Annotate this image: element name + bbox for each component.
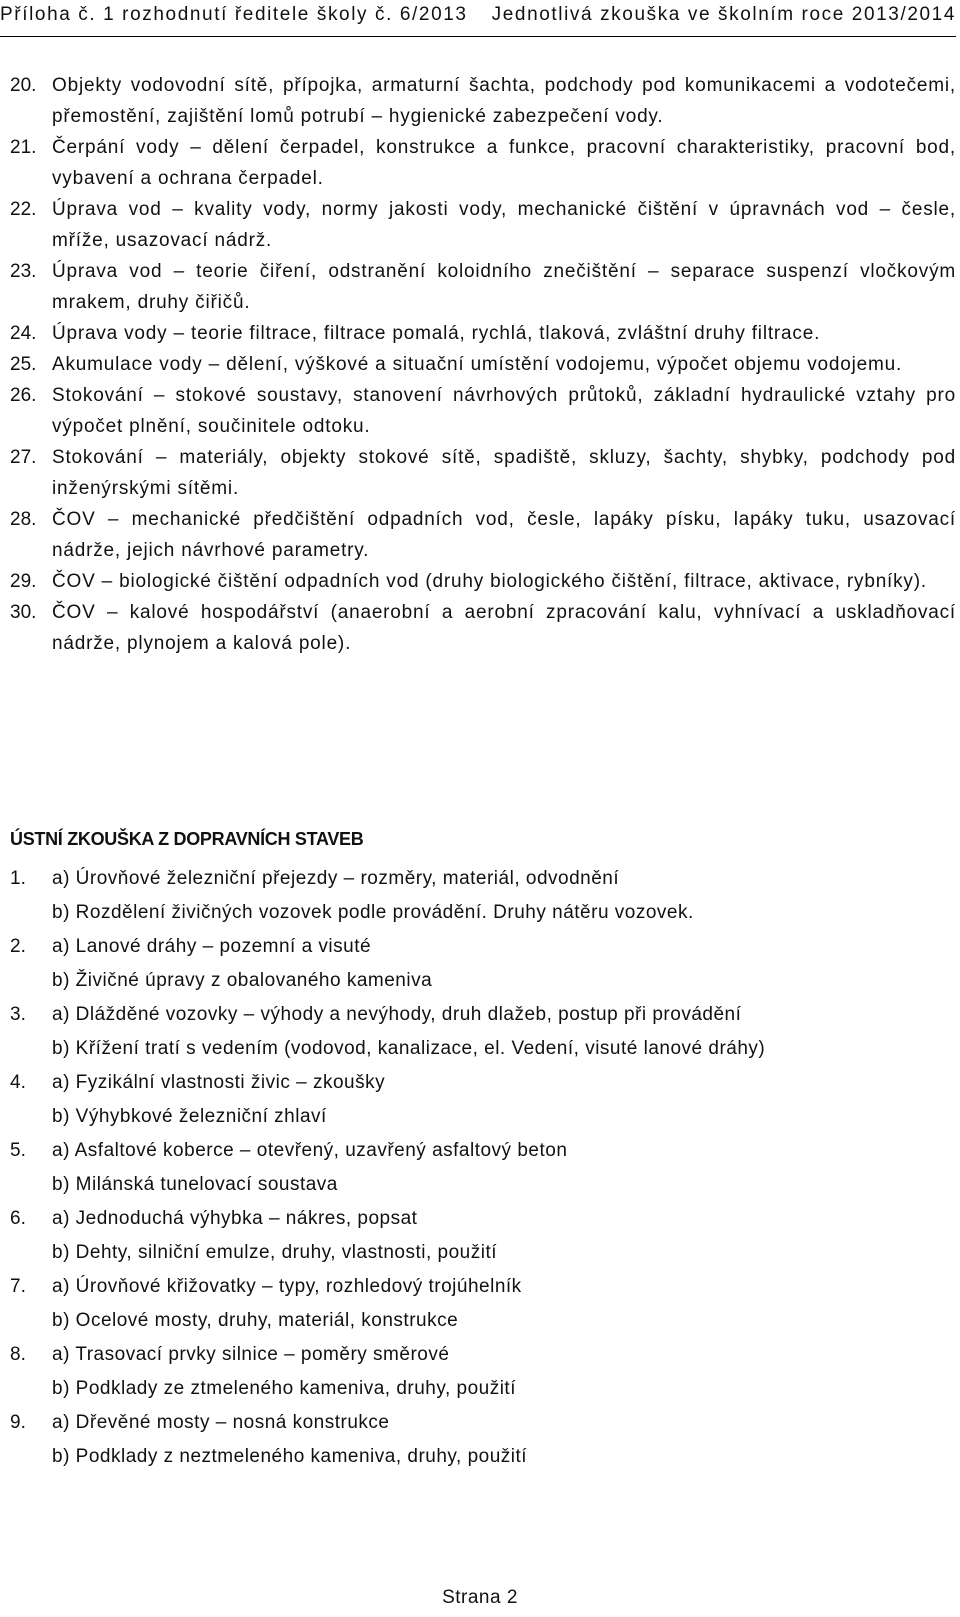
topic-number: 25.	[10, 354, 37, 375]
question-b: b) Živičné úpravy z obalovaného kameniva	[52, 970, 433, 991]
topic-item	[10, 70, 956, 132]
exam-item	[10, 1338, 956, 1406]
exam-item-questions	[52, 862, 956, 930]
exam-item	[10, 1134, 956, 1202]
topic-item	[10, 256, 956, 318]
exam-item-questions	[52, 930, 956, 998]
exam-item-number: 3.	[10, 1004, 26, 1025]
exam-item-questions	[52, 998, 956, 1066]
exam-item-questions	[52, 1338, 956, 1406]
topic-item	[10, 380, 956, 442]
exam-item	[10, 1202, 956, 1270]
oral-exam-list	[10, 862, 956, 1474]
topic-text: Stokování – stokové soustavy, stanovení návrhových průtoků, základní hydraulické vztahy pro výpočet plnění, součinitele odtoku.	[52, 385, 956, 437]
question-b: b) Rozdělení živičných vozovek podle provádění. Druhy nátěru vozovek.	[52, 902, 694, 923]
exam-item-number: 2.	[10, 936, 26, 957]
question-a: a) Trasovací prvky silnice – poměry směrové	[52, 1344, 450, 1365]
topic-number: 27.	[10, 447, 37, 468]
exam-item-number: 8.	[10, 1344, 26, 1365]
exam-item-number: 6.	[10, 1208, 26, 1229]
exam-item-questions	[52, 1202, 956, 1270]
exam-item-number: 5.	[10, 1140, 26, 1161]
topic-item	[10, 318, 956, 349]
topic-number: 24.	[10, 323, 37, 344]
question-b: b) Podklady ze ztmeleného kameniva, druhy, použití	[52, 1378, 516, 1399]
exam-item	[10, 998, 956, 1066]
topic-text: Úprava vod – teorie čiření, odstranění koloidního znečištění – separace suspenzí vločkovým mrakem, druhy čiřičů.	[52, 261, 956, 313]
question-a: a) Dlážděné vozovky – výhody a nevýhody, druh dlažeb, postup při provádění	[52, 1004, 742, 1025]
question-b: b) Milánská tunelovací soustava	[52, 1174, 338, 1195]
topic-text: Objekty vodovodní sítě, přípojka, armaturní šachta, podchody pod komunikacemi a vodotečemi, přemostění, zajištění lomů potrubí – hygienické zabezpečení vody.	[52, 75, 956, 127]
topic-number: 21.	[10, 137, 37, 158]
topic-text: Úprava vod – kvality vody, normy jakosti vody, mechanické čištění v úpravnách vod – česle, mříže, usazovací nádrž.	[52, 199, 956, 251]
exam-item-questions	[52, 1134, 956, 1202]
topic-item	[10, 504, 956, 566]
topic-item	[10, 442, 956, 504]
question-b: b) Křížení tratí s vedením (vodovod, kanalizace, el. Vedení, visuté lanové dráhy)	[52, 1038, 766, 1059]
exam-item-questions	[52, 1066, 956, 1134]
exam-item-number: 4.	[10, 1072, 26, 1093]
question-b: b) Podklady z neztmeleného kameniva, druhy, použití	[52, 1446, 528, 1467]
question-a: a) Úrovňové křižovatky – typy, rozhledový trojúhelník	[52, 1276, 522, 1297]
question-a: a) Úrovňové železniční přejezdy – rozměry, materiál, odvodnění	[52, 868, 620, 889]
exam-item-number: 1.	[10, 868, 26, 889]
topic-number: 20.	[10, 75, 37, 96]
topic-number: 22.	[10, 199, 37, 220]
header-left: Příloha č. 1 rozhodnutí ředitele školy č. 6/2013	[0, 4, 468, 25]
topic-number: 23.	[10, 261, 37, 282]
header-right: Jednotlivá zkouška ve školním roce 2013/2014	[491, 4, 956, 25]
topic-item	[10, 349, 956, 380]
topic-number: 26.	[10, 385, 37, 406]
question-b: b) Ocelové mosty, druhy, materiál, konstrukce	[52, 1310, 459, 1331]
exam-item	[10, 930, 956, 998]
question-a: a) Fyzikální vlastnosti živic – zkoušky	[52, 1072, 386, 1093]
question-a: a) Asfaltové koberce – otevřený, uzavřený asfaltový beton	[52, 1140, 568, 1161]
exam-topics-list	[10, 70, 956, 659]
topic-number: 29.	[10, 571, 37, 592]
topic-item	[10, 194, 956, 256]
section-title: ÚSTNÍ ZKOUŠKA Z DOPRAVNÍCH STAVEB	[10, 829, 364, 849]
exam-item-number: 9.	[10, 1412, 26, 1433]
exam-item-questions	[52, 1406, 956, 1474]
question-b: b) Výhybkové železniční zhlaví	[52, 1106, 327, 1127]
topic-item	[10, 566, 956, 597]
topic-item	[10, 132, 956, 194]
exam-item	[10, 1066, 956, 1134]
question-b: b) Dehty, silniční emulze, druhy, vlastnosti, použití	[52, 1242, 498, 1263]
page-header	[0, 2, 956, 37]
exam-item-questions	[52, 1270, 956, 1338]
topic-text: ČOV – mechanické předčištění odpadních vod, česle, lapáky písku, lapáky tuku, usazovací nádrže, jejich návrhové parametry.	[52, 509, 956, 561]
topic-text: Stokování – materiály, objekty stokové sítě, spadiště, skluzy, šachty, shybky, podchody pod inženýrskými sítěmi.	[52, 447, 956, 499]
topic-number: 30.	[10, 602, 37, 623]
exam-item-number: 7.	[10, 1276, 26, 1297]
question-a: a) Jednoduchá výhybka – nákres, popsat	[52, 1208, 418, 1229]
topic-text: Akumulace vody – dělení, výškové a situační umístění vodojemu, výpočet objemu vodojemu.	[52, 354, 903, 375]
exam-item	[10, 1406, 956, 1474]
topic-text: ČOV – biologické čištění odpadních vod (druhy biologického čištění, filtrace, aktivace, rybníky).	[52, 571, 927, 592]
topic-text: Čerpání vody – dělení čerpadel, konstrukce a funkce, pracovní charakteristiky, pracovní bod, vybavení a ochrana čerpadel.	[52, 137, 956, 189]
question-a: a) Dřevěné mosty – nosná konstrukce	[52, 1412, 390, 1433]
topic-text: ČOV – kalové hospodářství (anaerobní a aerobní zpracování kalu, vyhnívací a uskladňovací nádrže, plynojem a kalová pole).	[52, 602, 956, 654]
exam-item	[10, 862, 956, 930]
topic-item	[10, 597, 956, 659]
question-a: a) Lanové dráhy – pozemní a visuté	[52, 936, 372, 957]
page-number: Strana 2	[442, 1587, 518, 1608]
topic-number: 28.	[10, 509, 37, 530]
topic-text: Úprava vody – teorie filtrace, filtrace pomalá, rychlá, tlaková, zvláštní druhy filtrace.	[52, 323, 821, 344]
exam-item	[10, 1270, 956, 1338]
